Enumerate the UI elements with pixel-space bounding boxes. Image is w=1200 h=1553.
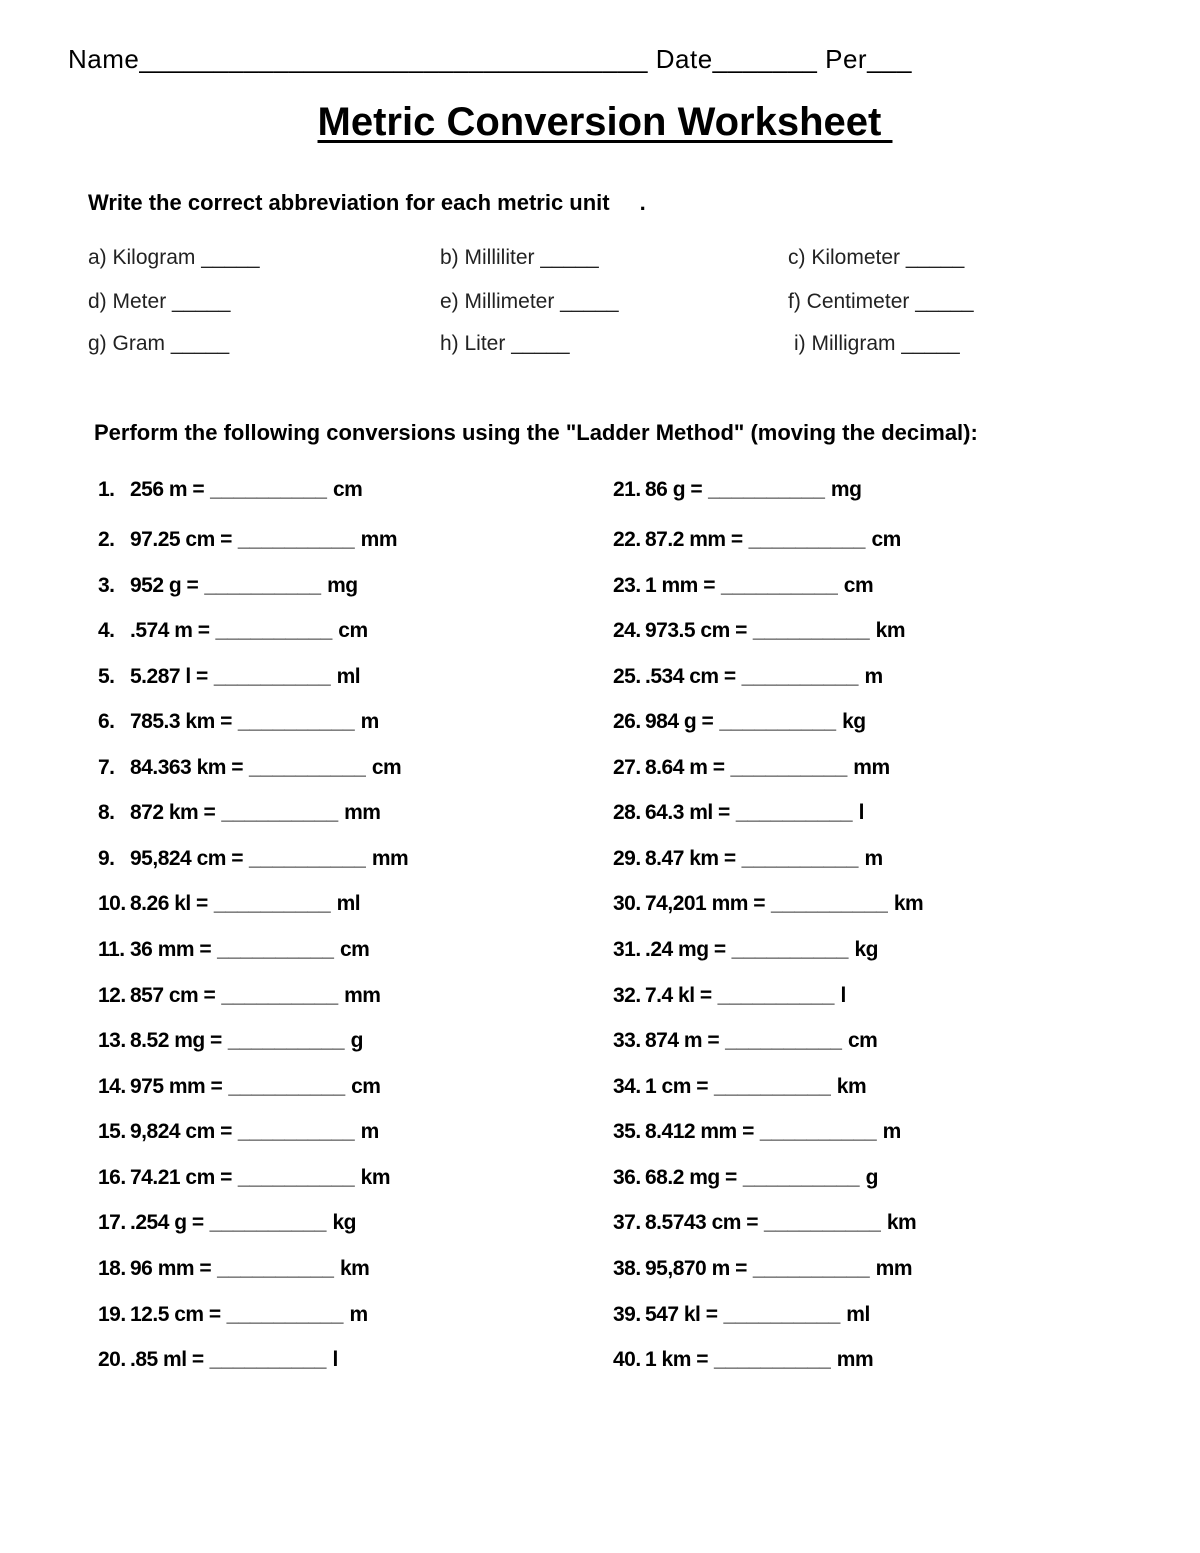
problem-given: 8.52 mg = [130,1029,222,1052]
problem-number: 25. [613,665,641,688]
date-label: Date [655,44,713,74]
problem-number: 15. [98,1120,126,1143]
problem-given: .534 cm = [645,665,736,688]
problem-number: 40. [613,1348,641,1371]
problem-number: 11. [98,938,125,961]
problem-given: .85 ml = [130,1348,204,1371]
problem-given: 68.2 mg = [645,1166,737,1189]
problem-unit: mm [836,1348,874,1371]
problem-given: 872 km = [130,801,216,824]
conversion-problem [98,619,368,643]
problem-given: 8.64 m = [645,756,725,779]
problem-given: 973.5 cm = [645,619,747,642]
problem-unit: kg [842,710,866,733]
answer-blank[interactable]: __________ [209,1211,327,1234]
problem-unit: cm [332,478,363,501]
problem-unit: km [875,619,905,642]
answer-blank[interactable]: __________ [741,847,859,870]
problem-unit: cm [338,619,368,642]
problem-unit: kg [332,1211,356,1234]
answer-blank[interactable]: __________ [221,984,339,1007]
problem-given: 8.26 kl = [130,892,208,915]
conversion-problem [613,1166,878,1190]
conversion-problem [98,984,380,1008]
problem-number: 28. [613,801,641,824]
problem-number: 17. [98,1211,126,1234]
conversion-problem [98,1166,390,1190]
problem-number: 6. [98,710,115,733]
conversion-problem [613,1029,877,1053]
answer-blank[interactable]: __________ [204,574,322,597]
conversion-problem [613,665,883,689]
abbr-item-millimeter[interactable]: e) Millimeter _____ [440,290,619,313]
problem-number: 22. [613,528,641,551]
answer-blank[interactable]: __________ [752,1257,870,1280]
problem-given: 975 mm = [130,1075,223,1098]
problem-given: 1 cm = [645,1075,708,1098]
answer-blank[interactable]: __________ [237,528,355,551]
problem-number: 4. [98,619,115,642]
answer-blank[interactable]: __________ [723,1303,841,1326]
problem-number: 5. [98,665,115,688]
problem-unit: mm [344,801,381,824]
problem-unit: mm [875,1257,912,1280]
problem-given: 87.2 mm = [645,528,743,551]
answer-blank[interactable]: __________ [217,1257,334,1280]
conversion-problem [613,619,905,643]
answer-blank[interactable]: __________ [719,710,837,733]
problem-given: .574 m = [130,619,210,642]
answer-blank[interactable]: __________ [764,1211,881,1234]
answer-blank[interactable]: __________ [217,938,334,961]
problem-number: 12. [98,984,126,1007]
problem-given: 74,201 mm = [645,892,766,915]
answer-blank[interactable]: __________ [725,1029,842,1052]
problem-given: 8.5743 cm = [645,1211,759,1234]
answer-blank[interactable]: __________ [237,1120,355,1143]
conversion-problem [613,938,878,962]
conversion-problem [98,1211,356,1235]
problem-number: 33. [613,1029,641,1052]
abbr-item-kilogram[interactable]: a) Kilogram _____ [88,246,260,269]
answer-blank[interactable]: __________ [730,756,848,779]
conversion-problem [98,574,358,598]
problem-number: 26. [613,710,641,733]
problem-unit: m [864,847,883,870]
conversion-problem [613,1348,873,1372]
conversion-problem [98,1303,368,1327]
problem-unit: mm [371,847,409,870]
problem-given: 86 g = [645,478,703,501]
problem-number: 31. [613,938,641,961]
problem-unit: m [882,1120,901,1143]
answer-blank[interactable]: __________ [771,892,888,915]
problem-given: 256 m = [130,478,205,501]
problem-number: 16. [98,1166,126,1189]
answer-blank[interactable]: __________ [713,1075,831,1098]
answer-blank[interactable]: __________ [735,801,853,824]
problem-unit: ml [336,665,361,688]
answer-blank[interactable]: __________ [713,1348,831,1371]
conversion-problem [613,1075,866,1099]
problem-given: 9,824 cm = [130,1120,232,1143]
problem-number: 21. [613,478,641,501]
conversion-problem [98,847,408,871]
conversion-problem [98,528,397,552]
problem-unit: m [349,1303,368,1326]
problem-given: 1 km = [645,1348,708,1371]
problem-unit: km [360,1166,390,1189]
problem-unit: m [864,665,883,688]
section1-instruction-text: Write the correct abbreviation for each metric unit [88,190,610,215]
answer-blank[interactable]: __________ [731,938,849,961]
problem-number: 32. [613,984,641,1007]
problem-given: 1 mm = [645,574,715,597]
conversion-problem [613,1120,901,1144]
conversion-problem [98,801,380,825]
problem-unit: mm [853,756,890,779]
answer-blank[interactable]: __________ [213,665,331,688]
conversion-problem [98,1348,338,1372]
problem-number: 24. [613,619,641,642]
answer-blank[interactable]: __________ [213,892,331,915]
problem-given: 64.3 ml = [645,801,730,824]
abbr-item-meter[interactable]: d) Meter _____ [88,290,231,313]
conversion-problem [613,892,923,916]
date-field[interactable]: _______ [712,44,818,74]
problem-given: 74.21 cm = [130,1166,232,1189]
abbr-item-milligram[interactable]: i) Milligram _____ [794,332,960,355]
conversion-problem [613,984,846,1008]
per-field[interactable]: ___ [867,44,912,74]
problem-unit: cm [871,528,901,551]
conversion-problem [613,710,866,734]
problem-number: 30. [613,892,641,915]
problem-unit: km [886,1211,917,1234]
problem-unit: cm [847,1029,878,1052]
problem-unit: cm [843,574,874,597]
problem-unit: ml [846,1303,870,1326]
problem-given: 12.5 cm = [130,1303,221,1326]
problem-given: 984 g = [645,710,714,733]
problem-number: 38. [613,1257,641,1280]
answer-blank[interactable]: __________ [720,574,838,597]
section2-instruction: Perform the following conversions using the "Ladder Method" (moving the decimal): [94,420,978,445]
name-label: Name [68,44,140,74]
problem-number: 23. [613,574,641,597]
problem-unit: g [350,1029,363,1052]
abbr-item-gram[interactable]: g) Gram _____ [88,332,230,355]
problem-number: 20. [98,1348,126,1371]
answer-blank[interactable]: __________ [717,984,835,1007]
conversion-problem [613,801,864,825]
problem-unit: km [893,892,924,915]
problem-unit: km [339,1257,370,1280]
problem-number: 7. [98,756,115,779]
conversion-problem [613,756,890,780]
problem-given: 36 mm = [130,938,212,961]
answer-blank[interactable]: __________ [752,619,870,642]
answer-blank[interactable]: __________ [742,1166,860,1189]
answer-blank[interactable]: __________ [237,1166,355,1189]
problem-number: 18. [98,1257,126,1280]
problem-unit: l [858,801,864,824]
conversion-problem [98,478,362,502]
conversion-problem [613,847,883,871]
problem-unit: g [865,1166,878,1189]
conversion-problem [613,1211,916,1235]
problem-unit: mm [360,528,397,551]
problem-number: 10. [98,892,126,915]
problem-number: 37. [613,1211,641,1234]
conversion-problem [98,938,369,962]
problem-unit: mg [830,478,862,501]
problem-unit: kg [854,938,878,961]
problem-number: 1. [98,478,115,501]
problem-given: 8.412 mm = [645,1120,754,1143]
problem-unit: cm [351,1075,381,1098]
section1-instruction-end: . [639,190,646,215]
problem-given: 95,870 m = [645,1257,747,1280]
answer-blank[interactable]: __________ [237,710,355,733]
problem-given: 7.4 kl = [645,984,712,1007]
problem-unit: mm [344,984,381,1007]
conversion-problem [98,710,379,734]
answer-blank[interactable]: __________ [226,1303,344,1326]
problem-given: 547 kl = [645,1303,718,1326]
problem-number: 9. [98,847,115,870]
problem-given: .254 g = [130,1211,204,1234]
abbr-item-milliliter[interactable]: b) Milliliter _____ [440,246,599,269]
problem-number: 2. [98,528,115,551]
conversion-problem [613,528,901,552]
problem-given: 96 mm = [130,1257,212,1280]
abbr-item-centimeter[interactable]: f) Centimeter _____ [788,290,974,313]
answer-blank[interactable]: __________ [741,665,859,688]
answer-blank[interactable]: __________ [249,756,366,779]
abbr-item-kilometer[interactable]: c) Kilometer _____ [788,246,965,269]
problem-given: 97.25 cm = [130,528,232,551]
conversion-problem [613,1257,912,1281]
problem-unit: km [836,1075,867,1098]
answer-blank[interactable]: __________ [210,478,327,501]
problem-unit: m [360,1120,379,1143]
problem-given: 8.47 km = [645,847,736,870]
conversion-problem [613,478,861,502]
problem-number: 8. [98,801,115,824]
conversion-problem [98,1257,369,1281]
section1-instruction [88,190,646,216]
problem-unit: l [840,984,846,1007]
answer-blank[interactable]: __________ [759,1120,877,1143]
per-label: Per [825,44,868,74]
problem-number: 3. [98,574,115,597]
problem-unit: l [332,1348,338,1371]
conversion-problem [613,574,873,598]
answer-blank[interactable]: __________ [249,847,366,870]
header-line [68,44,912,75]
answer-blank[interactable]: __________ [221,801,339,824]
answer-blank[interactable]: __________ [228,1075,346,1098]
problem-given: .24 mg = [645,938,726,961]
answer-blank[interactable]: __________ [227,1029,345,1052]
answer-blank[interactable]: __________ [708,478,825,501]
conversion-problem [98,665,360,689]
problem-given: 874 m = [645,1029,720,1052]
problem-number: 39. [613,1303,641,1326]
abbr-item-liter[interactable]: h) Liter _____ [440,332,570,355]
conversion-problem [613,1303,870,1327]
problem-given: 857 cm = [130,984,216,1007]
problem-number: 13. [98,1029,126,1052]
problem-given: 5.287 l = [130,665,208,688]
problem-unit: cm [371,756,402,779]
problem-given: 785.3 km = [130,710,232,733]
problem-given: 95,824 cm = [130,847,244,870]
problem-unit: m [360,710,379,733]
problem-number: 35. [613,1120,641,1143]
answer-blank[interactable]: __________ [748,528,866,551]
problem-number: 19. [98,1303,126,1326]
problem-number: 14. [98,1075,126,1098]
problem-number: 29. [613,847,641,870]
conversion-problem [98,1029,363,1053]
problem-given: 952 g = [130,574,199,597]
name-field[interactable]: __________________________________ [139,44,648,74]
problem-unit: ml [336,892,361,915]
problem-number: 27. [613,756,641,779]
conversion-problem [98,1120,379,1144]
page-title: Metric Conversion Worksheet [317,100,893,144]
answer-blank[interactable]: __________ [215,619,333,642]
problem-given: 84.363 km = [130,756,244,779]
problem-unit: cm [339,938,370,961]
problem-number: 34. [613,1075,641,1098]
problem-number: 36. [613,1166,641,1189]
problem-unit: mg [327,574,358,597]
conversion-problem [98,1075,380,1099]
conversion-problem [98,756,401,780]
conversion-problem [98,892,360,916]
answer-blank[interactable]: __________ [209,1348,327,1371]
